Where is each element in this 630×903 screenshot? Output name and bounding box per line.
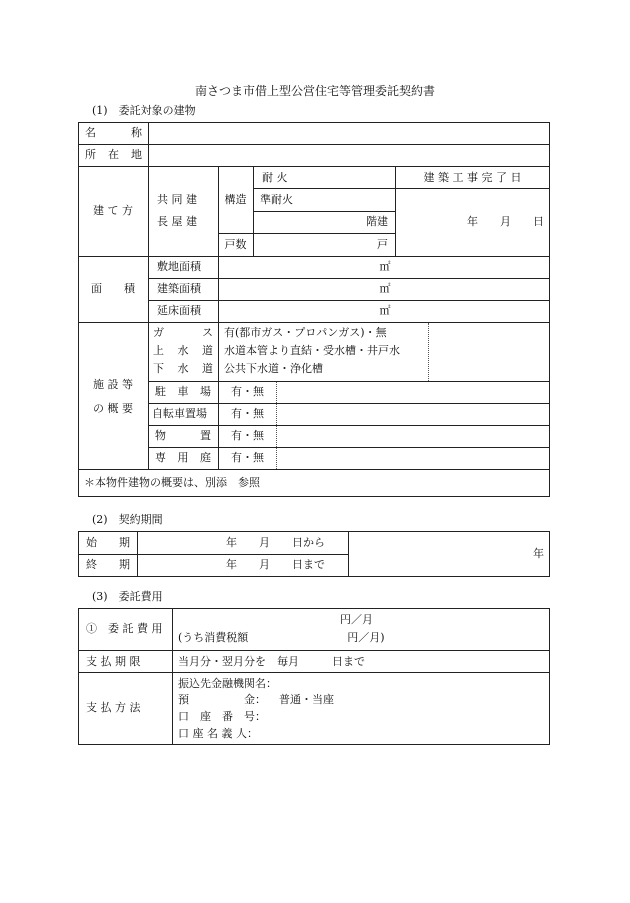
end-label: 終 期 — [86, 558, 130, 571]
location-label: 所 在 地 — [85, 148, 142, 161]
start-label: 始 期 — [86, 536, 130, 549]
storage-label: 物 置 — [155, 429, 211, 442]
section3-heading: (3) 委託費用 — [92, 590, 163, 603]
floor-area-unit: ㎡ — [379, 304, 391, 317]
completion-label: 建 築 工 事 完 了 日 — [423, 171, 522, 184]
end-value: 年 月 日まで — [226, 558, 325, 571]
parking-value: 有・無 — [231, 385, 264, 398]
storage-value: 有・無 — [231, 429, 264, 442]
account-holder: 口 座 名 義 人： — [178, 727, 258, 740]
sewer-label: 下 水 道 — [153, 362, 213, 375]
account-number: 口 座 番 号： — [178, 710, 266, 723]
structure-option-fire: 耐 火 — [262, 171, 288, 184]
facilities-label-1: 施 設 等 — [93, 378, 133, 391]
bicycle-value: 有・無 — [231, 407, 264, 420]
building-area-label: 建築面積 — [157, 282, 201, 295]
parking-label: 駐 車 場 — [155, 385, 211, 398]
deposit-label: 預 金： — [178, 693, 266, 706]
attachment-note: ＊本物件建物の概要は、別添 参照 — [84, 476, 260, 489]
build-option-kyodo: 共 同 建 — [157, 193, 197, 206]
deadline-value: 当月分・翌月分を 毎月 日まで — [178, 655, 365, 668]
gas-value: 有(都市ガス・プロパンガス)・無 — [224, 326, 387, 339]
years-unit: 年 — [533, 547, 544, 560]
structure-label: 構造 — [224, 193, 247, 206]
completion-date: 年 月 日 — [467, 215, 544, 228]
site-area-unit: ㎡ — [379, 260, 391, 273]
units-label: 戸数 — [224, 238, 247, 251]
area-label: 面 積 — [91, 282, 135, 295]
facilities-label-2: の 概 要 — [93, 402, 133, 415]
start-value: 年 月 日から — [226, 536, 325, 549]
site-area-label: 敷地面積 — [157, 260, 201, 273]
floor-area-label: 延床面積 — [157, 304, 201, 317]
bank-name: 振込先金融機関名： — [178, 677, 277, 690]
water-label: 上 水 道 — [153, 344, 213, 357]
floors-unit: 階建 — [366, 215, 388, 228]
gas-label: ガ ス — [153, 326, 213, 339]
method-label: 支 払 方 法 — [86, 701, 141, 714]
section2-heading: (2) 契約期間 — [92, 513, 163, 526]
sewer-value: 公共下水道・浄化槽 — [224, 362, 323, 375]
fee-monthly: 円／月 — [340, 613, 373, 626]
build-option-nagaya: 長 屋 建 — [157, 215, 197, 228]
build-type-label: 建 て 方 — [93, 204, 133, 217]
document-title: 南さつま市借上型公営住宅等管理委託契約書 — [194, 84, 435, 98]
section1-heading: (1) 委託対象の建物 — [92, 104, 196, 117]
name-label: 名 称 — [85, 126, 142, 139]
fee-tax: (うち消費税額 円／月) — [178, 631, 385, 644]
water-value: 水道本管より直結・受水槽・井戸水 — [224, 344, 400, 357]
structure-option-semi: 準耐火 — [260, 193, 293, 206]
fee-label: ① 委 託 費 用 — [86, 622, 163, 635]
garden-value: 有・無 — [231, 451, 264, 464]
building-area-unit: ㎡ — [379, 282, 391, 295]
units-unit: 戸 — [377, 238, 388, 251]
deposit-value: 普通・当座 — [279, 693, 334, 706]
deadline-label: 支 払 期 限 — [86, 655, 141, 668]
garden-label: 専 用 庭 — [155, 451, 211, 464]
bicycle-label: 自転車置場 — [152, 407, 207, 420]
